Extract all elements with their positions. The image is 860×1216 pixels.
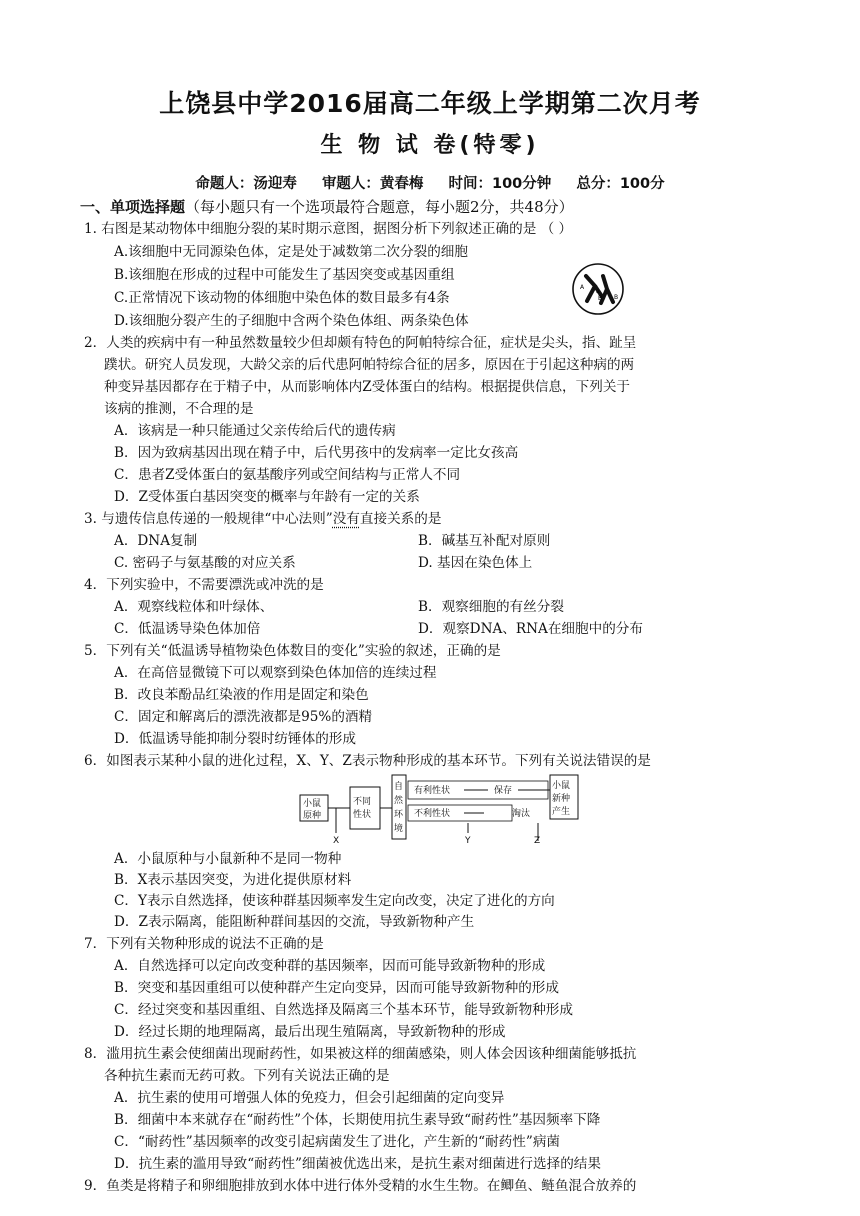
total-score: 总分：100分 (576, 176, 665, 192)
q2-stem-line4: 该病的推测，不合理的是 (104, 401, 254, 417)
q6-option-a: A．小鼠原种与小鼠新种不是同一物种 (114, 851, 342, 867)
gene-label-b-left: B (598, 295, 603, 302)
q3-option-a: A．DNA复制 (114, 533, 198, 549)
gene-label-b-right: B (614, 294, 619, 301)
q5-option-b: B．改良苯酚品红染液的作用是固定和染色 (114, 687, 369, 703)
q4-stem: 4．下列实验中，不需要漂洗或冲洗的是 (84, 577, 324, 593)
box-different-traits (350, 787, 380, 829)
box-original-species-label2: 原种 (303, 811, 322, 821)
q7-stem: 7．下列有关物种形成的说法不正确的是 (84, 936, 324, 952)
new-species-label2: 新种 (552, 794, 571, 804)
q2-stem-line1: 2．人类的疾病中有一种虽然数量较少但却颇有特色的阿帕特综合征，症状是尖头，指、趾呈 (84, 335, 637, 351)
env-char-1: 自 (394, 782, 404, 792)
section-heading (80, 196, 574, 217)
label-x: X (333, 836, 340, 845)
unfavorable-traits: 不利性状 (414, 809, 451, 819)
eliminate: 淘汰 (512, 809, 531, 819)
cell-division-figure (571, 262, 625, 316)
gene-label-a-upper: A (580, 284, 585, 291)
q1-option-c: C.正常情况下该动物的体细胞中染色体的数目最多有4条 (114, 290, 450, 306)
q6-stem: 6．如图表示某种小鼠的进化过程，X、Y、Z表示物种形成的基本环节。下列有关说法错误的是 (84, 753, 651, 769)
q5-stem: 5．下列有关“低温诱导植物染色体数目的变化”实验的叙述，正确的是 (84, 643, 501, 659)
q1-stem: 1. 右图是某动物体中细胞分裂的某时期示意图，据图分析下列叙述正确的是 （ ） (84, 221, 573, 237)
q8-stem-line2: 各种抗生素而无药可救。下列有关说法正确的是 (104, 1068, 390, 1084)
box-different-traits-label2: 性状 (353, 810, 372, 820)
q4-option-a: A．观察线粒体和叶绿体、 (114, 599, 274, 615)
q4-option-c: C．低温诱导染色体加倍 (114, 621, 261, 637)
q3-stem-part2: 直接关系的是 (359, 511, 442, 527)
q8-option-a: A．抗生素的使用可增强人体的免疫力，但会引起细菌的定向变异 (114, 1090, 505, 1106)
section-note: （每小题只有一个选项最符合题意，每小题2分，共48分） (185, 198, 574, 216)
q2-option-b: B．因为致病基因出现在精子中，后代男孩中的发病率一定比女孩高 (114, 445, 519, 461)
box-original-species-label1: 小鼠 (303, 799, 322, 809)
label-z: Z (534, 836, 541, 845)
q7-option-d: D．经过长期的地理隔离，最后出现生殖隔离，导致新物种的形成 (114, 1024, 506, 1040)
q9-stem-line1: 9．鱼类是将精子和卵细胞排放到水体中进行体外受精的水生生物。在鲫鱼、鲢鱼混合放养的 (84, 1178, 637, 1194)
author: 命题人：汤迎寿 (195, 176, 297, 192)
speciation-flow-diagram (298, 773, 580, 845)
q6-option-c: C．Y表示自然选择，使该种群基因频率发生定向改变，决定了进化的方向 (114, 893, 555, 909)
q8-option-b: B．细菌中本来就存在“耐药性”个体，长期使用抗生素导致“耐药性”基因频率下降 (114, 1112, 601, 1128)
new-species-label3: 产生 (552, 807, 571, 817)
q8-option-c: C．“耐药性”基因频率的改变引起病菌发生了进化，产生新的“耐药性”病菌 (114, 1134, 561, 1150)
q6-option-d: D．Z表示隔离，能阻断种群间基因的交流，导致新物种产生 (114, 914, 475, 930)
q2-option-d: D．Z受体蛋白基因突变的概率与年龄有一定的关系 (114, 489, 420, 505)
new-species-label1: 小鼠 (552, 781, 571, 791)
section-title: 一、单项选择题 (80, 198, 186, 216)
preserve: 保存 (494, 786, 513, 796)
exam-time: 时间：100分钟 (448, 176, 552, 192)
exam-meta (0, 172, 860, 193)
q7-option-a: A．自然选择可以定向改变种群的基因频率，因而可能导致新物种的形成 (114, 958, 546, 974)
env-char-4: 境 (394, 824, 404, 834)
q2-option-a: A．该病是一种只能通过父亲传给后代的遗传病 (114, 423, 396, 439)
q3-option-b: B．碱基互补配对原则 (418, 533, 551, 549)
box-different-traits-label1: 不同 (353, 797, 372, 807)
q2-option-c: C．患者Z受体蛋白的氨基酸序列或空间结构与正常人不同 (114, 467, 461, 483)
subject-title: 生 物 试 卷(特零) (320, 133, 540, 158)
q4-option-b: B．观察细胞的有丝分裂 (418, 599, 564, 615)
label-y: Y (465, 836, 471, 845)
env-char-3: 环 (394, 810, 404, 820)
gene-label-a-lower: a (596, 288, 600, 295)
q4-option-d: D．观察DNA、RNA在细胞中的分布 (418, 621, 643, 637)
q3-option-c: C. 密码子与氨基酸的对应关系 (114, 555, 296, 571)
q3-option-d: D. 基因在染色体上 (418, 555, 533, 571)
q5-option-a: A．在高倍显微镜下可以观察到染色体加倍的连续过程 (114, 665, 437, 681)
q3-stem (84, 509, 441, 529)
q3-stem-emphasis: 没有 (332, 511, 360, 527)
q1-option-b: B.该细胞在形成的过程中可能发生了基因突变或基因重组 (114, 267, 455, 283)
reviewer: 审题人：黄春梅 (321, 176, 424, 192)
q3-stem-part1: 3. 与遗传信息传递的一般规律“中心法则” (84, 511, 333, 527)
q1-option-a: A.该细胞中无同源染色体，定是处于减数第二次分裂的细胞 (114, 244, 468, 260)
q5-option-d: D．低温诱导能抑制分裂时纺锤体的形成 (114, 731, 356, 747)
q8-option-d: D．抗生素的滥用导致“耐药性”细菌被优选出来，是抗生素对细菌进行选择的结果 (114, 1156, 601, 1172)
school-title: 上饶县中学2016届高二年级上学期第二次月考 (159, 89, 701, 118)
q2-stem-line2: 蹼状。研究人员发现，大龄父亲的后代患阿帕特综合征的居多，原因在于引起这种病的两 (104, 357, 635, 373)
q7-option-b: B．突变和基因重组可以使种群产生定向变异，因而可能导致新物种的形成 (114, 980, 559, 996)
q2-stem-line3: 种变异基因都存在于精子中，从而影响体内Z受体蛋白的结构。根据提供信息，下列关于 (104, 379, 631, 395)
q8-stem-line1: 8．滥用抗生素会使细菌出现耐药性，如果被这样的细菌感染，则人体会因该种细菌能够抵抗 (84, 1046, 637, 1062)
q1-option-d: D.该细胞分裂产生的子细胞中含两个染色体组、两条染色体 (114, 313, 469, 329)
q5-option-c: C．固定和解离后的漂洗液都是95%的酒精 (114, 709, 373, 725)
env-char-2: 然 (394, 796, 404, 806)
q6-option-b: B．X表示基因突变，为进化提供原材料 (114, 872, 352, 888)
favorable-traits: 有利性状 (414, 786, 451, 796)
q7-option-c: C．经过突变和基因重组、自然选择及隔离三个基本环节，能导致新物种形成 (114, 1002, 573, 1018)
